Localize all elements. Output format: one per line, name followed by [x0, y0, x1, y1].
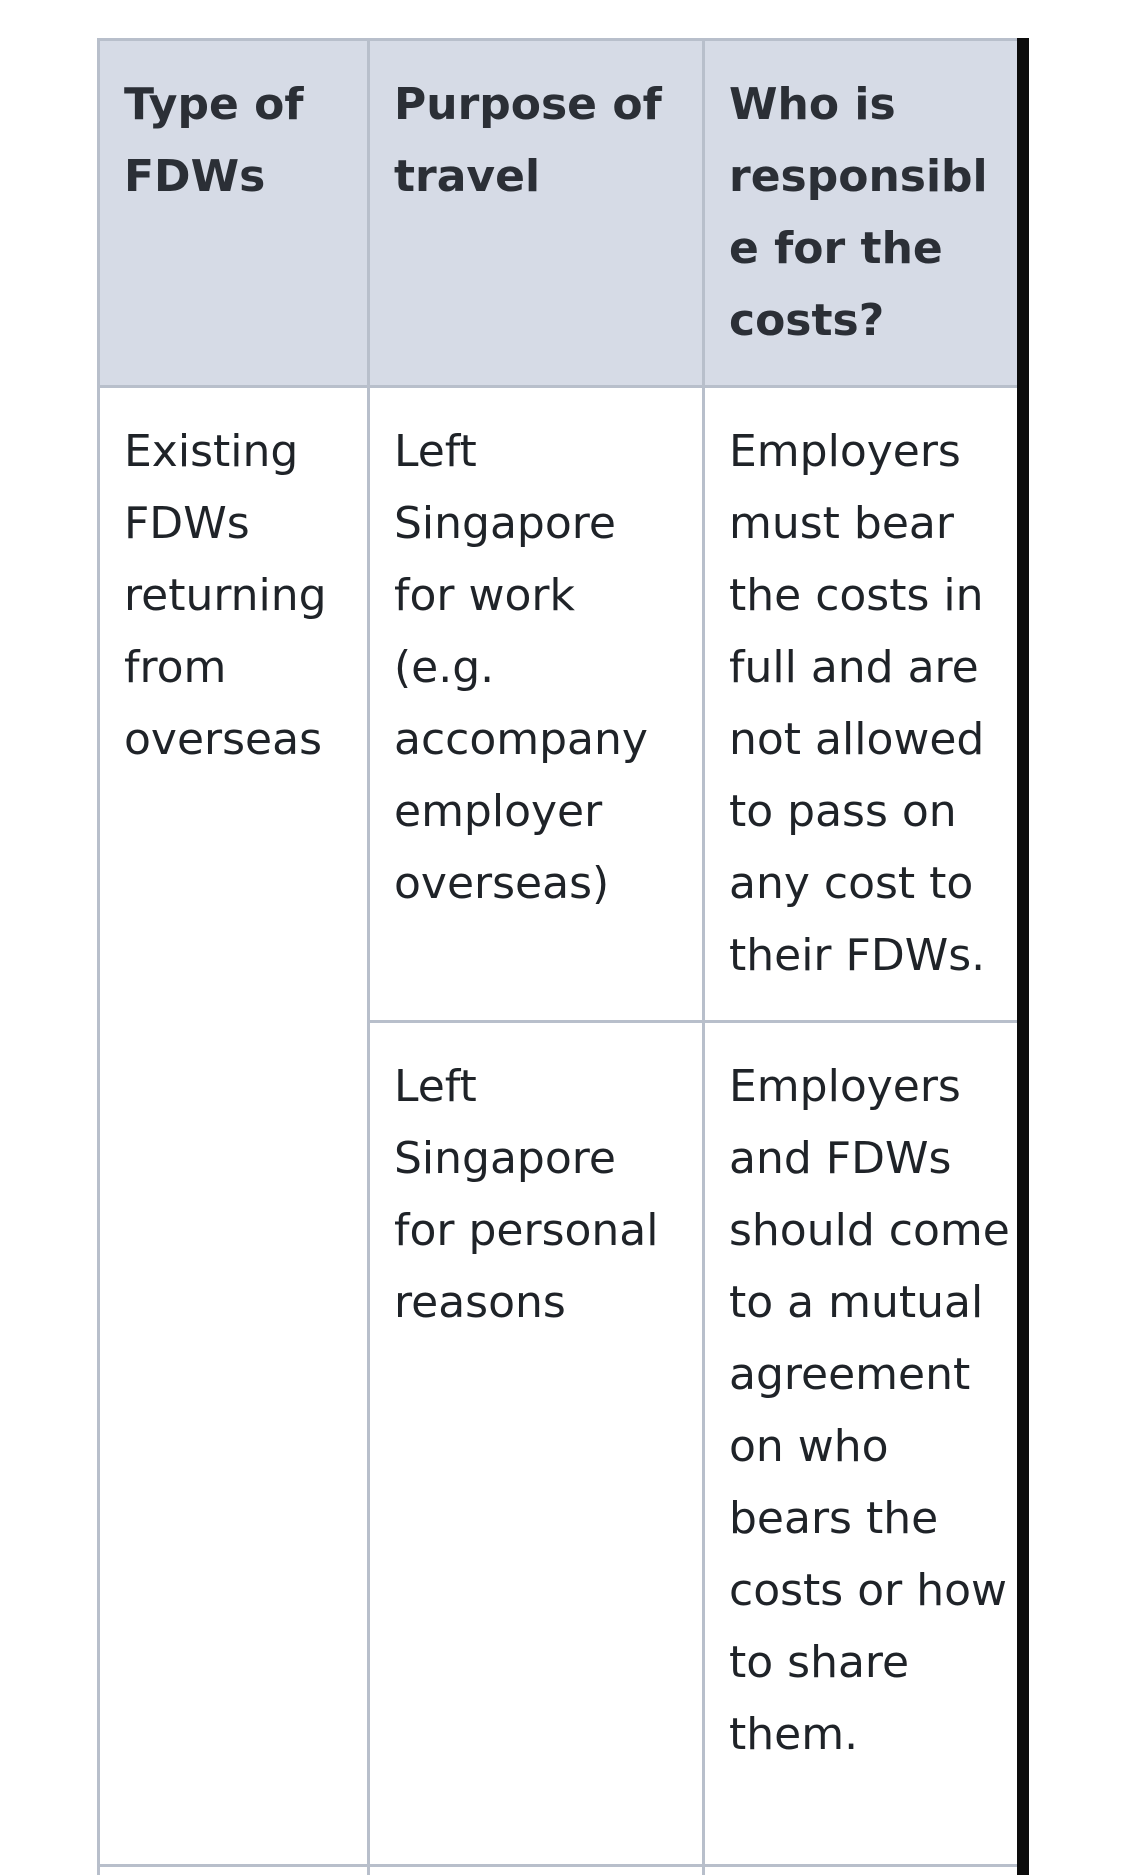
cell-responsibility-work-text: Employers must bear the costs in full and are not allowed to pass on any cost to their FDWs.	[729, 426, 986, 981]
cell-fdw-type	[99, 387, 369, 1866]
header-responsibility-label: Who is responsible for the costs?	[729, 79, 988, 346]
cell-responsibility-personal-text: Employers and FDWs should come to a mutual agreement on who bears the costs or how to share them.	[729, 1061, 1010, 1760]
cell-fdw-type-text: Existing FDWs returning from overseas	[124, 426, 327, 765]
cell-purpose-work-text: Left Singapore for work (e.g. accompany employer overseas)	[394, 426, 648, 909]
table-row	[99, 387, 1022, 1022]
cell-responsibility-work	[704, 387, 1022, 1022]
cell-empty	[99, 1866, 369, 1875]
table-scroll-edge[interactable]	[1017, 38, 1029, 1875]
header-row	[99, 40, 1022, 387]
table-body	[99, 387, 1022, 1875]
costs-table-container	[97, 38, 1028, 1875]
header-type-of-fdws	[99, 40, 369, 387]
cell-empty	[369, 1866, 704, 1875]
cell-empty	[704, 1866, 1022, 1875]
cell-purpose-work	[369, 387, 704, 1022]
cell-purpose-personal	[369, 1022, 704, 1866]
cell-purpose-personal-text: Left Singapore for personal reasons	[394, 1061, 659, 1328]
cell-responsibility-personal	[704, 1022, 1022, 1866]
table-header	[99, 40, 1022, 387]
header-purpose-of-travel-label: Purpose of travel	[394, 79, 662, 202]
header-responsibility	[704, 40, 1022, 387]
header-type-of-fdws-label: Type of FDWs	[124, 79, 304, 202]
costs-table	[97, 38, 1023, 1875]
table-row-partial	[99, 1866, 1022, 1875]
header-purpose-of-travel	[369, 40, 704, 387]
